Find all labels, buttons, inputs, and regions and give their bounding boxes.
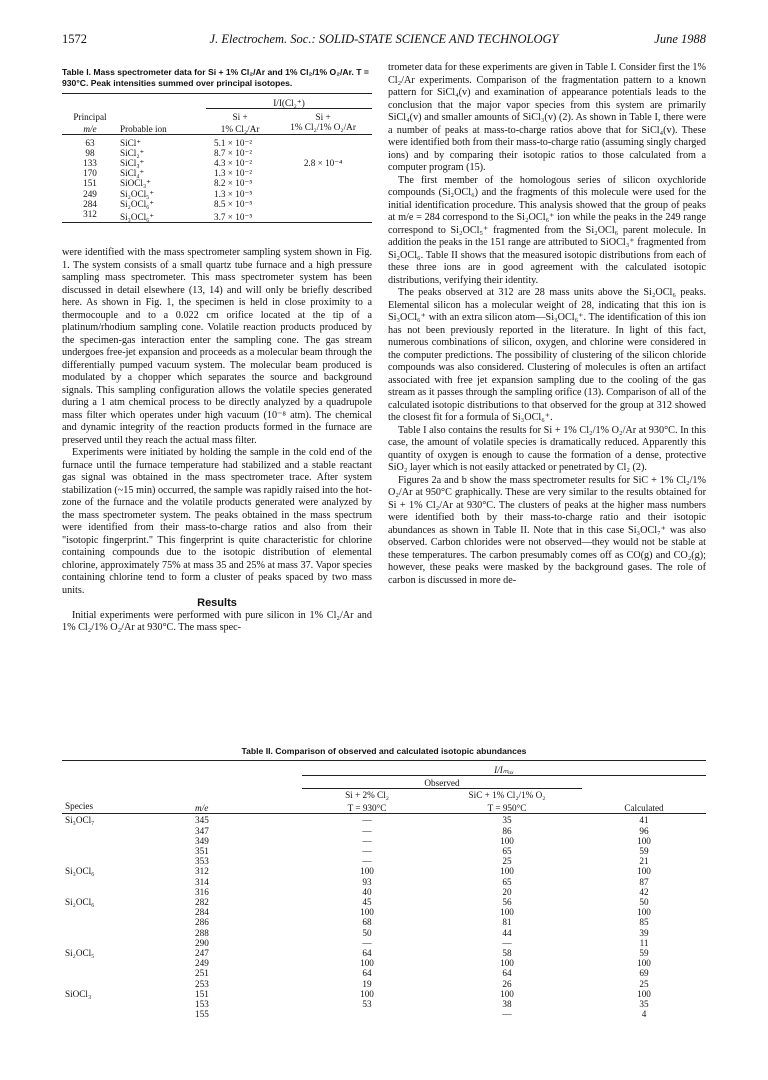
table-row: 316 40 20 42: [195, 886, 649, 897]
table1-col-a-line2: 1% Cl₂/Ar: [220, 123, 260, 134]
table-row: 98 SiCl₂⁺ 8.7 × 10⁻²: [85, 147, 253, 158]
table-row: Si₃OCl₇ 345 — 35 41: [65, 815, 649, 826]
table-row: 133 SiCl₃⁺ 4.3 × 10⁻² 2.8 × 10⁻⁴: [83, 158, 343, 169]
paragraph: trometer data for these experiments are given in Table I. Consider first the 1% Cl₂/Ar experiments. Comparison of the fragmentation pattern to a known pattern for SiCl₄(v) and examination of appearance potentials leads to the conclusion that the major vapor species from this system are primarily SiCl₄(v) and smaller amounts of SiCl₃(v) (2). As shown in Table I, there were a number of peaks at mass-to-charge ratios above that for SiCl₄(v). These were identified both from their mass-to-charge ratio (assuming singly charged ions) and by comparing their isotopic ratios to those calculated from a computer program (15).: [388, 62, 706, 173]
table-row: 249 Si₂OCl₅⁺ 1.3 × 10⁻⁵: [83, 188, 253, 199]
left-column: [62, 247, 372, 635]
table-row: 353 — 25 21: [195, 856, 649, 867]
table1-group-header: I/I(Cl₂⁺): [273, 98, 305, 108]
table-row: 170 SiCl₄⁺ 1.3 × 10⁻²: [83, 168, 253, 179]
table-row: Si₂OCl₆ 282 45 56 50: [65, 896, 649, 907]
table2-col-calculated: Calculated: [624, 802, 664, 813]
paragraph: Initial experiments were performed with pure silicon in 1% Cl₂/Ar and 1% Cl₂/1% O₂/Ar at 930°C. The mass spec-: [62, 609, 372, 633]
table2-col-species: Species: [65, 800, 94, 811]
table-row: 63 SiCl⁺ 5.1 × 10⁻²: [85, 137, 253, 148]
table-row: 314 93 65 87: [195, 876, 649, 887]
table2-col-b-line1: SiC + 1% Cl₂/1% O₂: [468, 790, 546, 801]
table1: [62, 93, 372, 223]
table-row: Si₃OCl₆ 312 100 100 100: [65, 866, 651, 877]
table-row: Si₂OCl₅ 247 64 58 59: [65, 947, 649, 958]
table1-col-mz: m/e: [83, 123, 97, 134]
table-row: 251 64 64 69: [195, 968, 649, 979]
table1-col-b-line1: Si +: [315, 111, 331, 122]
paragraph: Experiments were initiated by holding the sample in the cold end of the furnace until the furnace temperature had stabilized and a stable reactant gas signal was obtained in the mass spectrometer trace. After system stabilization (~15 min) occurred, the sample was rapidly raised into the hot-zone of the furnace and the volatile products generated were analyzed by the mass spectrometer system. The peaks obtained in the mass spectrum were identified from their mass-to-charge ratios and also from their "isotopic fingerprint." This fingerprint is quite characteristic for chlorine containing compounds due to the isotopic distribution of elemental chlorine, approximately 75% at mass 35 and 25% at mass 37. Vapor species containing chlorine tend to form a cluster of peaks spaced by two mass units.: [62, 447, 372, 596]
table2-col-a-line2: T = 930°C: [347, 802, 387, 813]
table1-caption: Table I. Mass spectrometer data for Si + 1% Cl₂/Ar and 1% Cl₂/1% O₂/Ar. T = 930°C. Peak intensities summed over principal isotopes.: [62, 67, 369, 88]
table1-col-a-line1: Si +: [232, 111, 248, 122]
table-row: 284 100 100 100: [195, 907, 651, 918]
table1-col-b-line2: 1% Cl₂/1% O₂/Ar: [290, 121, 356, 132]
table-row: 347 — 86 96: [195, 825, 649, 836]
issue-date: June 1988: [654, 32, 706, 46]
section-heading-results: Results: [197, 597, 237, 609]
table-row: 284 Si₂OCl₆⁺ 8.5 × 10⁻⁵: [83, 198, 253, 209]
table2-col-b-line2: T = 950°C: [487, 802, 527, 813]
table-row: 288 50 44 39: [195, 927, 649, 938]
table1-col-ion: Probable ion: [120, 123, 167, 134]
table-row: 253 19 26 25: [195, 978, 649, 989]
right-column: [388, 62, 706, 587]
paragraph: Table I also contains the results for Si + 1% Cl₂/1% O₂/Ar at 930°C. In this case, the amount of volatile species is dramatically reduced. Apparently this quantity of oxygen is enough to cause the formation of a dense, protective SiO₂ layer which is not easily attacked or penetrated by Cl₂ (2).: [388, 424, 706, 473]
running-header: [62, 32, 706, 48]
table-row: 351 — 65 59: [195, 845, 649, 856]
table-row: 155 — 4: [195, 1009, 647, 1020]
paragraph: Figures 2a and b show the mass spectrometer results for SiC + 1% Cl₂/1% O₂/Ar at 950°C graphically. These are very similar to the results obtained for Si + 1% Cl₂/Ar at 930°C. The clusters of peaks at the higher mass numbers were identified both by their mass-to-charge ratio and their isotopic abundances as shown in Table II. Note that in this case Si₃OCl₇⁺ was also observed. Carbon chlorides were not observed—they would not be stable at these temperatures. The carbon presumably comes off as CO(g) and CO₂(g); however, these peaks were masked by the background gases. The role of carbon is discussed in more de-: [388, 474, 706, 586]
table-row: 349 — 100 100: [195, 835, 651, 846]
table2-caption: Table II. Comparison of observed and calculated isotopic abundances: [241, 746, 527, 756]
table1-col-principal: Principal: [73, 111, 107, 122]
table-row: 312 Si₃OCl₆⁺ 3.7 × 10⁻⁵: [62, 209, 372, 223]
paragraph: The first member of the homologous series of silicon oxychloride compounds (Si₂OCl₆) and the fragments of this molecule were used for the initial identification procedure. This analysis showed that the group of peaks at m/e = 284 correspond to the Si₂OCl₆⁺ ion while the peaks in the 249 range correspond to Si₂OCl₅⁺ fragmented from the Si₂OCl₆ parent molecule. In addition the peaks in the 151 range are attributed to SiOCl₃⁺ fragmented from Si₂OCl₆. Table II shows that the measured isotopic distributions from each of these three ions are in good agreement with the calculated isotopic distributions, verifying their identity.: [388, 174, 706, 286]
table-row: 151 SiOCl₃⁺ 8.2 × 10⁻⁵: [83, 178, 253, 189]
table2-col-a-line1: Si + 2% Cl₂: [345, 790, 389, 801]
paragraph: The peaks observed at 312 are 28 mass units above the Si₂OCl₆ peaks. Elemental silicon has a molecular weight of 28, indicating that this ion is Si₃OCl₆⁺ with an extra silicon atom—Si₃OCl₆⁺. The identification of this ion has not been previously reported in the literature. In light of this fact, numerous combinations of silicon, oxygen, and chlorine were considered in the computer predictions. The possibility of clustering of the silicon chloride compounds was also considered. Clustering of molecules is often an artifact associated with free jet expansion sampling due to the cooling of the gas stream as it passes through the sampling orifice (13). Comparison of all of the calculated isotopic distributions to that observed for the group at 312 showed the closest fit for a formula of Si₃OCl₆⁺.: [388, 287, 706, 423]
table-row: 286 68 81 85: [195, 917, 649, 928]
table2-group-header: I/Iₘₐₓ: [494, 765, 514, 775]
table-row: 153 53 38 35: [195, 998, 649, 1009]
table2-col-mz: m/e: [195, 802, 209, 813]
table2: [62, 760, 706, 1019]
table-row: SiOCl₃ 151 100 100 100: [65, 988, 651, 999]
paragraph: were identified with the mass spectrometer sampling system shown in Fig. 1. The system consists of a small quartz tube furnace and a high pressure sampling mass spectrometer. This mass spectrometer system has been discussed in detail elsewhere (13, 14) and will only be briefly described here. As shown in Fig. 1, the specimen is held in close proximity to a thermocouple and to a 0.022 cm orifice located at the tip of a platinum/rhodium sampling cone. Volatile reaction products produced by the specimen-gas interaction enter the sampling cone. The gas stream undergoes free-jet expansion and proceeds as a molecular beam through the differentially pumped vacuum system. The molecular beam produced is modulated by a chopper which separates the source and background signals. This sampling configuration allows the volatile species generated during a 1 atm chemical process to be directly analyzed by a quadrupole mass filter which operates under high vacuum (10⁻⁸ atm). The chemical and dynamic integrity of the reaction products formed in the furnace are preserved until they reach the actual mass filter.: [62, 247, 372, 446]
table2-observed-header: Observed: [424, 777, 460, 788]
page-number: 1572: [62, 32, 87, 46]
table-row: 249 100 100 100: [195, 958, 651, 969]
journal-title: J. Electrochem. Soc.: SOLID-STATE SCIENCE AND TECHNOLOGY: [209, 32, 559, 46]
table-row: 290 — — 11: [195, 937, 649, 948]
